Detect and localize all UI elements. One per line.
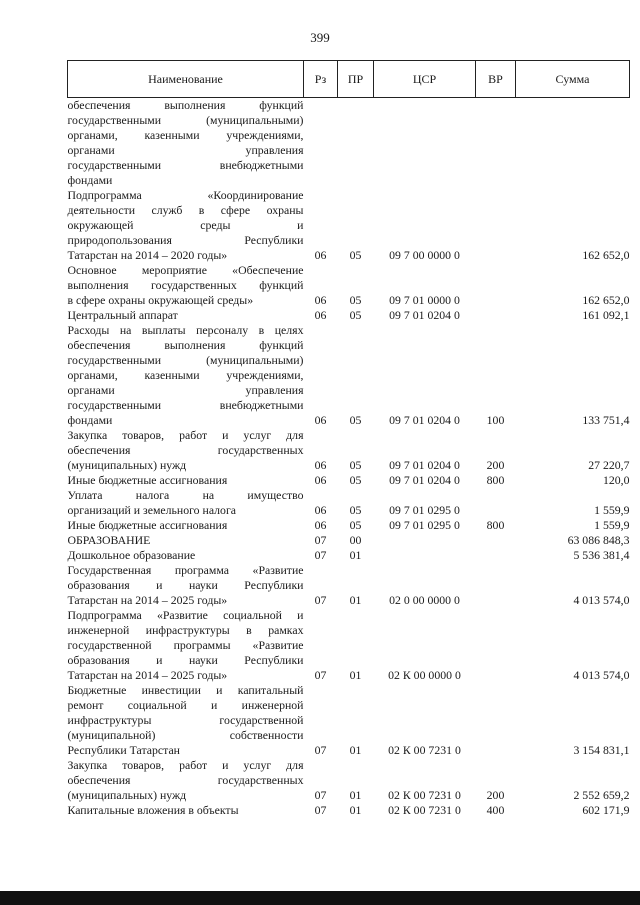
cell-pr: 05 — [349, 413, 362, 427]
cell-csr: 02 К 00 7231 0 — [388, 803, 461, 817]
table-row — [68, 683, 630, 758]
cell-rz: 07 — [314, 593, 327, 607]
cell-csr: 02 К 00 7231 0 — [388, 743, 461, 757]
header-vr: ВР — [476, 61, 516, 98]
cell-vr — [476, 548, 516, 563]
name-line: обеспечения выполнения функций — [67, 338, 304, 352]
header-csr: ЦСР — [374, 61, 476, 98]
cell-rz: 06 — [314, 473, 327, 487]
name-line: ОБРАЗОВАНИЕ — [67, 533, 151, 547]
cell-rz: 07 — [314, 788, 327, 802]
cell-pr: 01 — [349, 548, 362, 562]
cell-vr — [476, 608, 516, 683]
cell-vr — [476, 188, 516, 263]
cell-name — [68, 758, 304, 803]
cell-sum: 120,0 — [602, 473, 630, 487]
cell-rz: 06 — [314, 248, 327, 262]
cell-csr: 02 К 00 7231 0 — [388, 788, 461, 802]
cell-sum: 162 652,0 — [582, 248, 630, 262]
cell-rz: 06 — [314, 503, 327, 517]
table-row — [68, 428, 630, 473]
cell-name — [68, 473, 304, 488]
name-line: Подпрограмма «Координирование — [67, 188, 304, 202]
cell-sum: 4 013 574,0 — [573, 668, 630, 682]
name-line: Капитальные вложения в объекты — [67, 803, 239, 817]
name-line: ремонт социальной и инженерной — [67, 698, 304, 712]
cell-pr: 01 — [349, 788, 362, 802]
name-line: образования и науки Республики — [67, 578, 304, 592]
cell-csr: 09 7 01 0204 0 — [389, 308, 460, 322]
cell-csr: 09 7 01 0204 0 — [389, 458, 460, 472]
name-line: Центральный аппарат — [67, 308, 178, 322]
table-row — [68, 323, 630, 428]
cell-vr: 800 — [486, 518, 505, 532]
cell-name — [68, 803, 304, 818]
cell-pr — [338, 98, 374, 189]
table-row — [68, 308, 630, 323]
cell-pr: 01 — [349, 593, 362, 607]
name-line: Государственная программа «Развитие — [67, 563, 304, 577]
name-line: Татарстан на 2014 – 2020 годы» — [67, 248, 228, 262]
name-line: государственными (муниципальными) — [67, 113, 304, 127]
cell-csr: 09 7 01 0000 0 — [389, 293, 460, 307]
cell-pr: 01 — [349, 803, 362, 817]
cell-name — [68, 188, 304, 263]
table-row — [68, 473, 630, 488]
name-line: Основное мероприятие «Обеспечение — [67, 263, 304, 277]
cell-vr — [476, 263, 516, 308]
cell-name — [68, 563, 304, 608]
table-row — [68, 98, 630, 189]
cell-csr: 09 7 00 0000 0 — [389, 248, 460, 262]
cell-sum: 602 171,9 — [582, 803, 630, 817]
cell-rz: 07 — [314, 803, 327, 817]
table-row — [68, 608, 630, 683]
table-row — [68, 533, 630, 548]
cell-csr: 09 7 01 0295 0 — [389, 518, 460, 532]
cell-csr: 09 7 01 0204 0 — [389, 473, 460, 487]
name-line: фондами — [67, 413, 113, 427]
scan-bottom-edge — [0, 891, 640, 905]
budget-table — [67, 60, 630, 818]
name-line: деятельности служб в сфере охраны — [67, 203, 304, 217]
name-line: обеспечения государственных — [67, 443, 304, 457]
cell-vr — [476, 488, 516, 518]
header-name: Наименование — [68, 61, 304, 98]
cell-vr — [476, 533, 516, 548]
cell-sum: 162 652,0 — [582, 293, 630, 307]
cell-vr — [476, 98, 516, 189]
cell-sum: 3 154 831,1 — [573, 743, 630, 757]
cell-name — [68, 518, 304, 533]
name-line: выполнения государственных функций — [67, 278, 304, 292]
cell-pr: 01 — [349, 668, 362, 682]
name-line: органами, казенными учреждениями, — [67, 128, 304, 142]
table-row — [68, 488, 630, 518]
cell-rz: 06 — [314, 293, 327, 307]
header-sum: Сумма — [516, 61, 630, 98]
cell-pr: 05 — [349, 293, 362, 307]
cell-sum: 4 013 574,0 — [573, 593, 630, 607]
cell-csr: 02 К 00 0000 0 — [388, 668, 461, 682]
name-line: Бюджетные инвестиции и капитальный — [67, 683, 304, 697]
table-header-row — [68, 61, 630, 98]
name-line: Дошкольное образование — [67, 548, 196, 562]
name-line: обеспечения государственных — [67, 773, 304, 787]
name-line: государственными внебюджетными — [67, 158, 304, 172]
cell-rz: 07 — [314, 548, 327, 562]
cell-rz: 07 — [314, 668, 327, 682]
cell-sum: 2 552 659,2 — [573, 788, 630, 802]
header-rz: Рз — [304, 61, 338, 98]
cell-vr: 200 — [486, 458, 505, 472]
name-line: Расходы на выплаты персоналу в целях — [67, 323, 304, 337]
name-line: обеспечения выполнения функций — [67, 98, 304, 112]
name-line: Уплата налога на имущество — [67, 488, 304, 502]
name-line: инженерной инфраструктуры в рамках — [67, 623, 304, 637]
table-row — [68, 803, 630, 818]
name-line: Татарстан на 2014 – 2025 годы» — [67, 593, 228, 607]
cell-name — [68, 308, 304, 323]
table-row — [68, 563, 630, 608]
name-line: окружающей среды и — [67, 218, 304, 232]
cell-name — [68, 548, 304, 563]
name-line: Закупка товаров, работ и услуг для — [67, 428, 304, 442]
cell-name — [68, 263, 304, 308]
cell-csr — [374, 98, 476, 189]
cell-rz — [304, 98, 338, 189]
cell-rz: 06 — [314, 413, 327, 427]
cell-pr: 05 — [349, 248, 362, 262]
name-line: Иные бюджетные ассигнования — [67, 473, 228, 487]
name-line: Иные бюджетные ассигнования — [67, 518, 228, 532]
name-line: органами управления — [67, 143, 304, 157]
name-line: Татарстан на 2014 – 2025 годы» — [67, 668, 228, 682]
name-line: инфраструктуры государственной — [67, 713, 304, 727]
table-row — [68, 548, 630, 563]
cell-sum: 161 092,1 — [582, 308, 630, 322]
name-line: органами, казенными учреждениями, — [67, 368, 304, 382]
cell-vr: 400 — [486, 803, 505, 817]
name-line: организаций и земельного налога — [67, 503, 237, 517]
cell-pr: 05 — [349, 308, 362, 322]
cell-name — [68, 98, 304, 189]
header-pr: ПР — [338, 61, 374, 98]
cell-pr: 05 — [349, 503, 362, 517]
table-row — [68, 263, 630, 308]
name-line: государственными внебюджетными — [67, 398, 304, 412]
name-line: (муниципальных) нужд — [67, 788, 187, 802]
cell-sum: 5 536 381,4 — [573, 548, 630, 562]
name-line: органами управления — [67, 383, 304, 397]
cell-pr: 05 — [349, 458, 362, 472]
cell-vr — [476, 308, 516, 323]
cell-rz: 06 — [314, 308, 327, 322]
name-line: (муниципальных) нужд — [67, 458, 187, 472]
name-line: государственной программы «Развитие — [67, 638, 304, 652]
name-line: в сфере охраны окружающей среды» — [67, 293, 254, 307]
cell-csr: 09 7 01 0204 0 — [389, 413, 460, 427]
name-line: государственными (муниципальными) — [67, 353, 304, 367]
cell-name — [68, 488, 304, 518]
table-body — [68, 98, 630, 819]
cell-vr: 800 — [486, 473, 505, 487]
cell-csr — [374, 533, 476, 548]
cell-csr: 02 0 00 0000 0 — [389, 593, 460, 607]
cell-csr: 09 7 01 0295 0 — [389, 503, 460, 517]
name-line: образования и науки Республики — [67, 653, 304, 667]
cell-sum: 1 559,9 — [594, 518, 630, 532]
cell-rz: 06 — [314, 518, 327, 532]
table-row — [68, 758, 630, 803]
name-line: Подпрограмма «Развитие социальной и — [67, 608, 304, 622]
name-line: фондами — [67, 173, 113, 187]
cell-pr: 00 — [349, 533, 362, 547]
name-line: (муниципальной) собственности — [67, 728, 304, 742]
table-row — [68, 188, 630, 263]
cell-sum: 63 086 848,3 — [567, 533, 630, 547]
name-line: Закупка товаров, работ и услуг для — [67, 758, 304, 772]
cell-name — [68, 683, 304, 758]
cell-sum: 27 220,7 — [588, 458, 630, 472]
cell-rz: 07 — [314, 533, 327, 547]
name-line: природопользования Республики — [67, 233, 304, 247]
cell-csr — [374, 548, 476, 563]
cell-name — [68, 428, 304, 473]
cell-name — [68, 608, 304, 683]
cell-pr: 05 — [349, 518, 362, 532]
cell-sum: 133 751,4 — [582, 413, 630, 427]
cell-pr: 05 — [349, 473, 362, 487]
cell-vr — [476, 563, 516, 608]
cell-name — [68, 323, 304, 428]
cell-vr — [476, 683, 516, 758]
cell-vr: 200 — [486, 788, 505, 802]
cell-pr: 01 — [349, 743, 362, 757]
page-number: 399 — [310, 30, 330, 45]
cell-rz: 07 — [314, 743, 327, 757]
table-row — [68, 518, 630, 533]
cell-sum: 1 559,9 — [594, 503, 630, 517]
cell-vr: 100 — [486, 413, 505, 427]
cell-rz: 06 — [314, 458, 327, 472]
cell-name — [68, 533, 304, 548]
name-line: Республики Татарстан — [67, 743, 180, 757]
cell-sum — [516, 98, 630, 189]
